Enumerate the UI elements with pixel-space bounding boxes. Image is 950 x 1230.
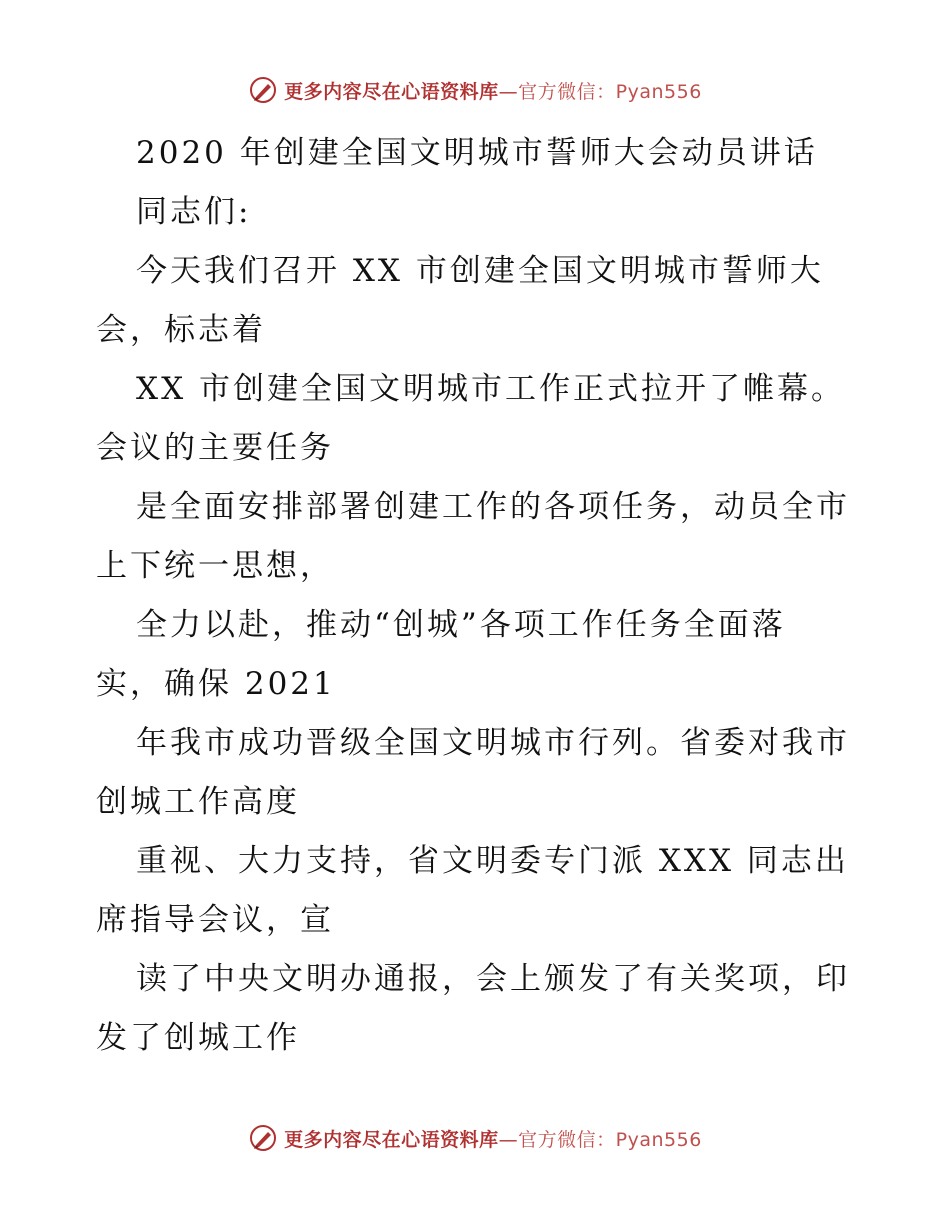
watermark-brand: 更多内容尽在心语资料库 bbox=[284, 80, 499, 103]
watermark-separator: — bbox=[498, 80, 519, 103]
pen-logo-icon bbox=[248, 1123, 278, 1153]
text-line: 创城工作高度 bbox=[96, 784, 300, 820]
text-line: 重视、大力支持，省文明委专门派 XXX 同志出 bbox=[136, 843, 849, 879]
text-line: 上下统一思想， bbox=[96, 548, 334, 584]
text-line: 会议的主要任务 bbox=[96, 430, 334, 466]
text-line: 全力以赴，推动“创城”各项工作任务全面落 bbox=[136, 607, 786, 643]
text-line: XX 市创建全国文明城市工作正式拉开了帷幕。 bbox=[136, 371, 845, 407]
watermark-brand: 更多内容尽在心语资料库 bbox=[284, 1128, 499, 1151]
text-line: 年我市成功晋级全国文明城市行列。省委对我市 bbox=[136, 725, 850, 761]
pen-logo-icon bbox=[248, 75, 278, 105]
salutation: 同志们: bbox=[136, 194, 252, 230]
document-body bbox=[96, 124, 866, 1068]
watermark-separator: — bbox=[498, 1128, 519, 1151]
watermark-wechat: 官方微信：Pyan556 bbox=[518, 80, 702, 103]
text-line: 今天我们召开 XX 市创建全国文明城市誓师大 bbox=[136, 253, 824, 289]
text-line: 是全面安排部署创建工作的各项任务，动员全市 bbox=[136, 489, 850, 525]
text-line: 会，标志着 bbox=[96, 312, 266, 348]
watermark-wechat: 官方微信：Pyan556 bbox=[518, 1128, 702, 1151]
watermark-header bbox=[0, 70, 950, 110]
text-line: 席指导会议，宣 bbox=[96, 902, 334, 938]
watermark-text bbox=[284, 77, 702, 104]
watermark-footer bbox=[0, 1118, 950, 1158]
text-line: 实，确保 2021 bbox=[96, 666, 336, 702]
text-line: 读了中央文明办通报，会上颁发了有关奖项，印 bbox=[136, 961, 850, 997]
watermark-text bbox=[284, 1125, 702, 1152]
document-title: 2020 年创建全国文明城市誓师大会动员讲话 bbox=[136, 135, 818, 171]
text-line: 发了创城工作 bbox=[96, 1020, 300, 1056]
